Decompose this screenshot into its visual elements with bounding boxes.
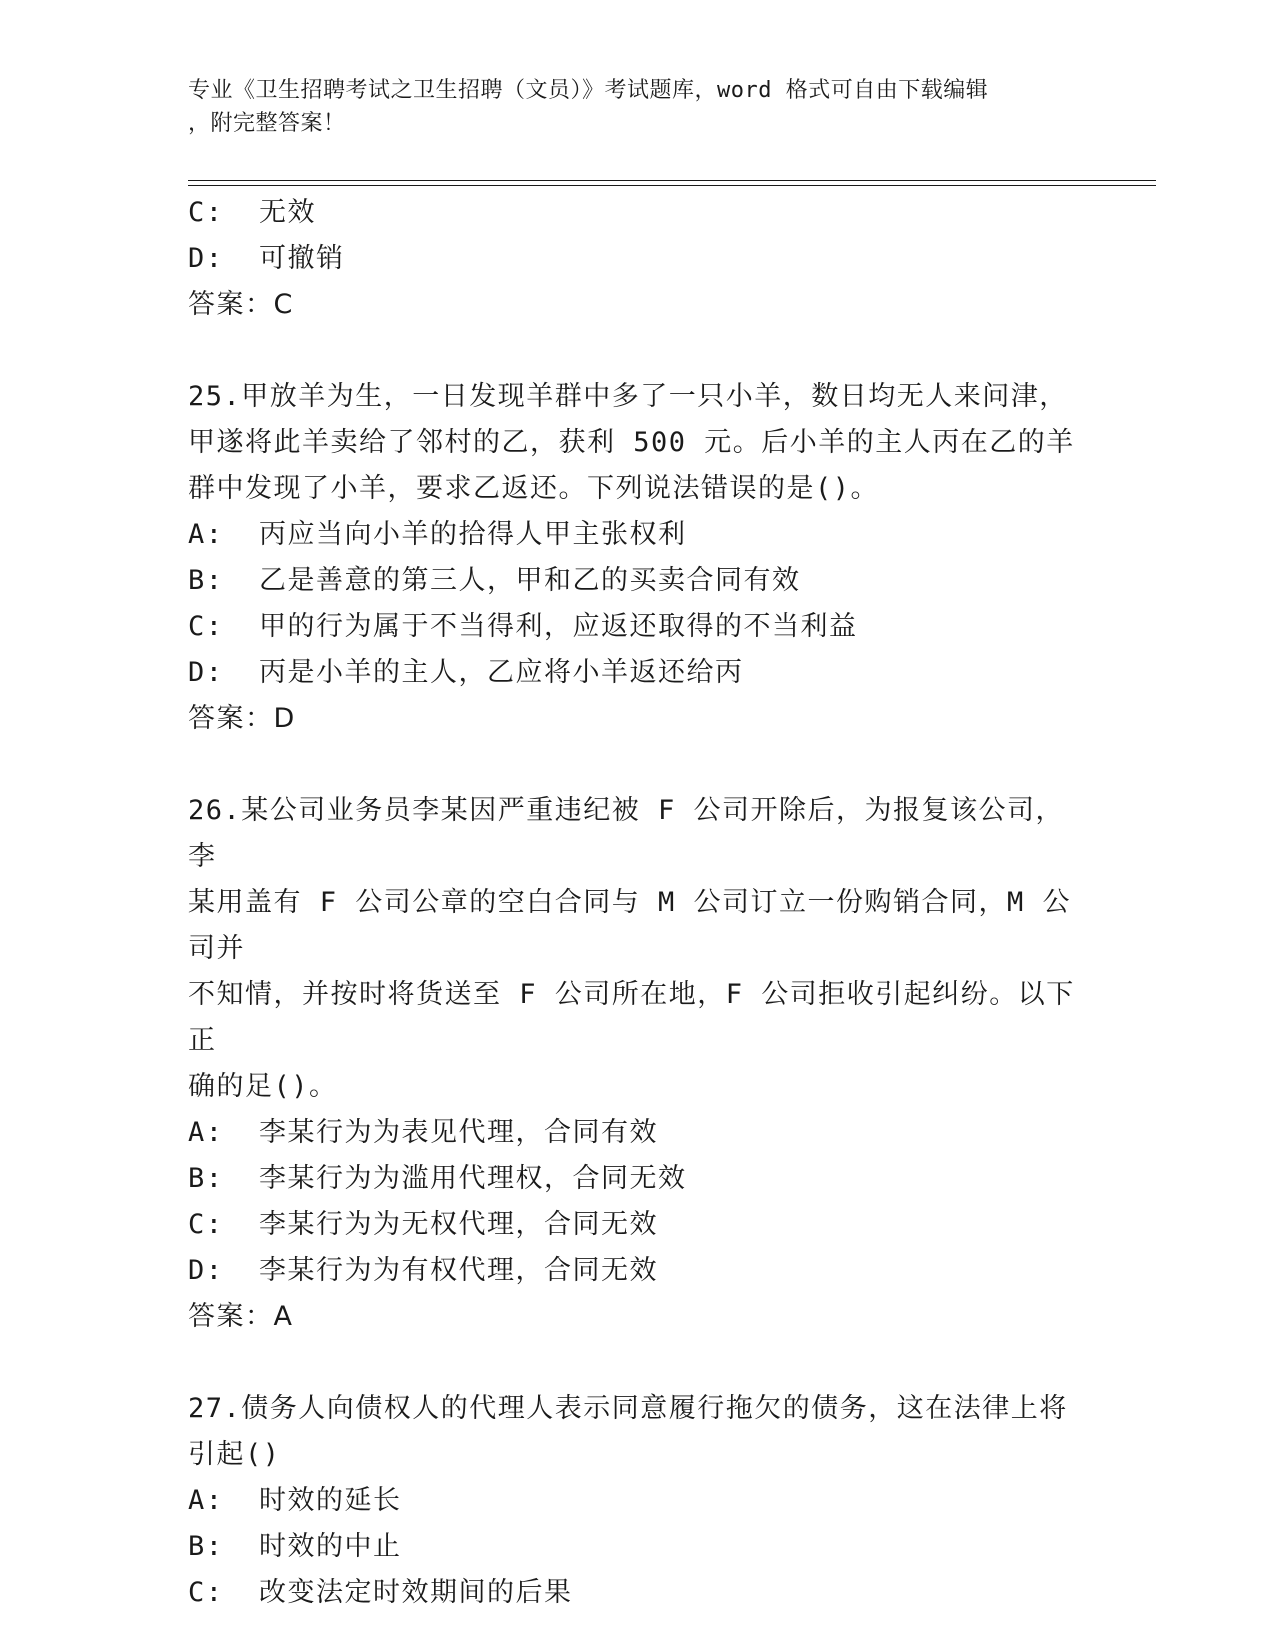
question-25 bbox=[188, 374, 1088, 742]
page-header bbox=[188, 74, 1088, 140]
header-line-2: ，附完整答案！ bbox=[188, 111, 346, 136]
answer-line: 答案：D bbox=[188, 703, 296, 734]
option-d: D: 可撤销 bbox=[188, 243, 345, 274]
question-stem-line: 引起() bbox=[188, 1439, 281, 1470]
question-stem-line: 确的足()。 bbox=[188, 1071, 338, 1102]
header-divider-top bbox=[188, 180, 1156, 181]
option-a: A: 李某行为为表见代理，合同有效 bbox=[188, 1117, 659, 1148]
question-stem-line: 群中发现了小羊，要求乙返还。下列说法错误的是()。 bbox=[188, 473, 880, 504]
question-stem-line: 不知情，并按时将货送至 F 公司所在地，F 公司拒收引起纠纷。以下正 bbox=[188, 979, 1075, 1056]
option-a: A: 丙应当向小羊的拾得人甲主张权利 bbox=[188, 519, 687, 550]
option-c: C: 李某行为为无权代理，合同无效 bbox=[188, 1209, 659, 1240]
question-stem-line: 甲遂将此羊卖给了邻村的乙，获利 500 元。后小羊的主人丙在乙的羊 bbox=[188, 427, 1075, 458]
option-a: A: 时效的延长 bbox=[188, 1485, 402, 1516]
option-d: D: 李某行为为有权代理，合同无效 bbox=[188, 1255, 659, 1286]
answer-line: 答案：C bbox=[188, 289, 294, 320]
question-stem-line: 27.债务人向债权人的代理人表示同意履行拖欠的债务，这在法律上将 bbox=[188, 1393, 1068, 1424]
spacer bbox=[188, 1340, 1088, 1386]
question-27 bbox=[188, 1386, 1088, 1616]
question-26 bbox=[188, 788, 1088, 1340]
option-b: B: 时效的中止 bbox=[188, 1531, 402, 1562]
option-d: D: 丙是小羊的主人，乙应将小羊返还给丙 bbox=[188, 657, 744, 688]
spacer bbox=[188, 328, 1088, 374]
prev-question-block bbox=[188, 190, 1088, 328]
question-list bbox=[188, 190, 1088, 1616]
option-c: C: 甲的行为属于不当得利，应返还取得的不当利益 bbox=[188, 611, 858, 642]
question-stem-line: 25.甲放羊为生，一日发现羊群中多了一只小羊，数日均无人来问津， bbox=[188, 381, 1068, 412]
answer-line: 答案：A bbox=[188, 1301, 294, 1332]
header-line-1: 专业《卫生招聘考试之卫生招聘（文员）》考试题库，word 格式可自由下载编辑 bbox=[188, 78, 989, 103]
option-b: B: 乙是善意的第三人，甲和乙的买卖合同有效 bbox=[188, 565, 801, 596]
header-divider-bottom bbox=[188, 185, 1156, 186]
question-stem-line: 26.某公司业务员李某因严重违纪被 F 公司开除后，为报复该公司，李 bbox=[188, 795, 1065, 872]
option-c: C: 无效 bbox=[188, 197, 317, 228]
option-c: C: 改变法定时效期间的后果 bbox=[188, 1577, 573, 1608]
option-b: B: 李某行为为滥用代理权，合同无效 bbox=[188, 1163, 687, 1194]
spacer bbox=[188, 742, 1088, 788]
question-stem-line: 某用盖有 F 公司公章的空白合同与 M 公司订立一份购销合同，M 公司并 bbox=[188, 887, 1072, 964]
